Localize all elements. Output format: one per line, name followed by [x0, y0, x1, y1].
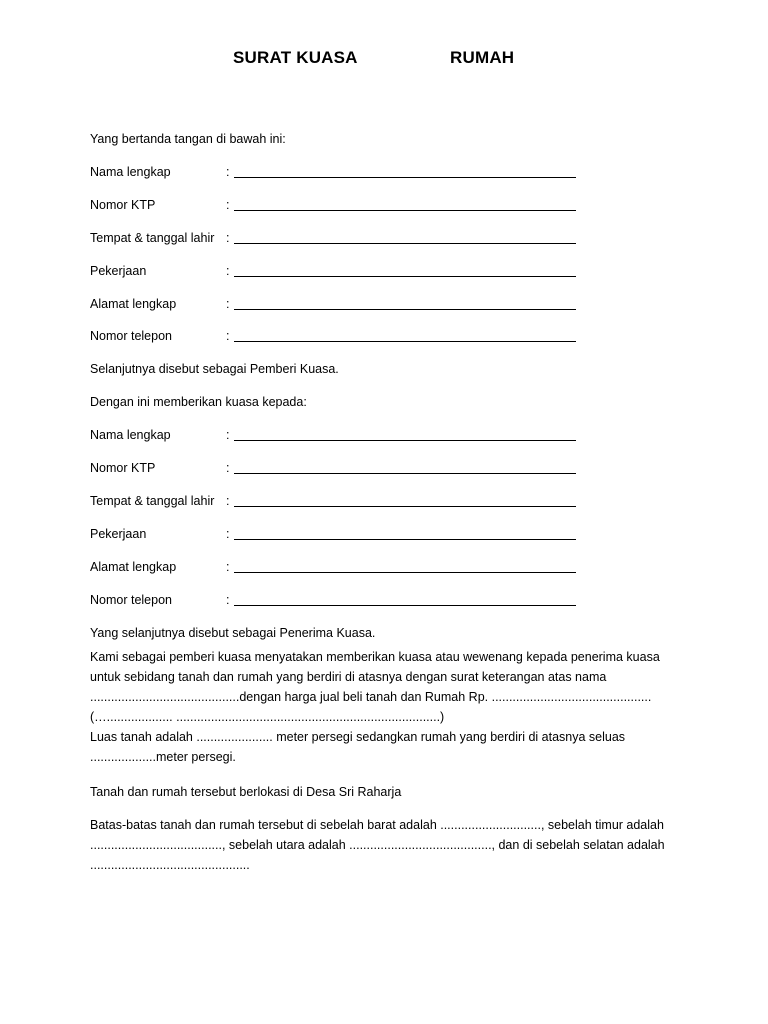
field-colon: :	[226, 494, 230, 508]
blank-line	[234, 440, 576, 441]
giver-birth-field	[90, 231, 590, 249]
field-colon: :	[226, 560, 230, 574]
blank-line	[234, 210, 576, 211]
grant-intro: Dengan ini memberikan kuasa kepada:	[90, 395, 307, 409]
field-colon: :	[226, 329, 230, 343]
blank-line	[234, 177, 576, 178]
field-label: Nomor telepon	[90, 593, 172, 607]
boundary-line: Batas-batas tanah dan rumah tersebut di sebelah barat adalah ............................., sebelah timur adalah	[90, 818, 664, 832]
blank-line	[234, 605, 576, 606]
document-title-right: RUMAH	[450, 48, 515, 67]
statement-paragraph	[90, 647, 680, 767]
giver-name-field	[90, 165, 590, 183]
field-colon: :	[226, 264, 230, 278]
field-label: Nomor telepon	[90, 329, 172, 343]
field-label: Nomor KTP	[90, 198, 156, 212]
blank-line	[234, 473, 576, 474]
blank-line	[234, 506, 576, 507]
receiver-name-field	[90, 428, 590, 446]
field-label: Nama lengkap	[90, 428, 171, 442]
receiver-ktp-field	[90, 461, 590, 479]
giver-occupation-field	[90, 264, 590, 282]
location-text: Tanah dan rumah tersebut berlokasi di Desa Sri Raharja	[90, 785, 402, 799]
field-colon: :	[226, 428, 230, 442]
blank-line	[234, 243, 576, 244]
boundaries-paragraph	[90, 815, 680, 875]
statement-line: (…................... ............................................................................)	[90, 710, 445, 724]
receiver-birth-field	[90, 494, 590, 512]
document-title-left: SURAT KUASA	[233, 48, 358, 67]
receiver-note: Yang selanjutnya disebut sebagai Penerima Kuasa.	[90, 626, 376, 640]
giver-ktp-field	[90, 198, 590, 216]
field-colon: :	[226, 231, 230, 245]
field-colon: :	[226, 297, 230, 311]
field-label: Pekerjaan	[90, 264, 147, 278]
receiver-occupation-field	[90, 527, 590, 545]
field-label: Alamat lengkap	[90, 560, 177, 574]
field-label: Nomor KTP	[90, 461, 156, 475]
field-colon: :	[226, 527, 230, 541]
statement-line: ...................meter persegi.	[90, 750, 236, 764]
intro-text: Yang bertanda tangan di bawah ini:	[90, 132, 286, 146]
field-colon: :	[226, 165, 230, 179]
field-colon: :	[226, 198, 230, 212]
giver-phone-field	[90, 329, 590, 347]
receiver-phone-field	[90, 593, 590, 611]
boundary-line: ......................................, sebelah utara adalah ........................................., dan di sebelah selatan adalah	[90, 838, 665, 852]
field-label: Pekerjaan	[90, 527, 147, 541]
giver-address-field	[90, 297, 590, 315]
boundary-line: ..............................................	[90, 858, 250, 872]
field-label: Tempat & tanggal lahir	[90, 231, 215, 245]
statement-line: Luas tanah adalah ...................... meter persegi sedangkan rumah yang berdiri di atasnya seluas	[90, 730, 626, 744]
blank-line	[234, 309, 576, 310]
blank-line	[234, 572, 576, 573]
field-label: Tempat & tanggal lahir	[90, 494, 215, 508]
blank-line	[234, 539, 576, 540]
blank-line	[234, 341, 576, 342]
receiver-address-field	[90, 560, 590, 578]
statement-line: Kami sebagai pemberi kuasa menyatakan memberikan kuasa atau wewenang kepada penerima kuasa	[90, 650, 660, 664]
statement-line: ...........................................dengan harga jual beli tanah dan Rumah Rp. ..............................................	[90, 690, 652, 704]
blank-line	[234, 276, 576, 277]
field-colon: :	[226, 461, 230, 475]
field-label: Alamat lengkap	[90, 297, 177, 311]
field-colon: :	[226, 593, 230, 607]
giver-note: Selanjutnya disebut sebagai Pemberi Kuasa.	[90, 362, 339, 376]
field-label: Nama lengkap	[90, 165, 171, 179]
statement-line: untuk sebidang tanah dan rumah yang berdiri di atasnya dengan surat keterangan atas nama	[90, 670, 607, 684]
